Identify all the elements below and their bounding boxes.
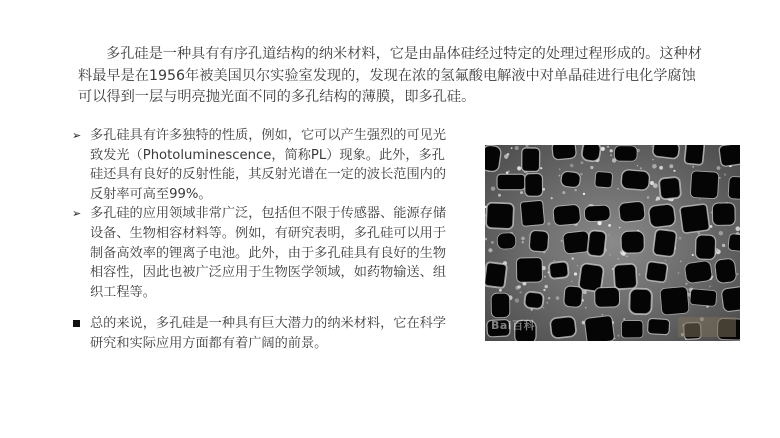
bullet-item [72,126,452,204]
corner-logo-watermark [678,317,736,337]
porous-silicon-micrograph [485,145,740,341]
bullet-text: 总的来说，多孔硅是一种具有巨大潜力的纳米材料，它在科学研究和实际应用方面都有着广阔的前景。 [90,316,447,351]
micrograph-image [485,145,740,341]
bullet-text: 多孔硅的应用领域非常广泛，包括但不限于传感器、能源存储设备、生物相容材料等。例如，有研究表明，多孔硅可以用于制备高效率的锂离子电池。此外，由于多孔硅具有良好的生物相容性，因此也被广泛应用于生物医学领域，如药物输送、组织工程等。 [90,206,447,300]
bullet-item [72,204,452,302]
arrow-bullet-icon: ➢ [72,129,82,142]
bullet-text: 多孔硅具有许多独特的性质，例如，它可以产生强烈的可见光致发光（Photoluminescence，简称PL）现象。此外，多孔硅还具有良好的反射性能，其反射光谱在一定的波长范围内的反射率可高至99%。 [90,128,447,202]
baike-watermark: Bai百科 [491,319,536,332]
bullet-item [72,314,452,353]
bullet-list [72,126,452,354]
intro-paragraph: 多孔硅是一种具有有序孔道结构的纳米材料，它是由晶体硅经过特定的处理过程形成的。这种材料最早是在1956年被美国贝尔实验室发现的，发现在浓的氢氟酸电解液中对单晶硅进行电化学腐蚀可以得到一层与明亮抛光面不同的多孔结构的薄膜，即多孔硅。 [78,46,702,105]
arrow-bullet-icon: ➢ [72,207,82,221]
